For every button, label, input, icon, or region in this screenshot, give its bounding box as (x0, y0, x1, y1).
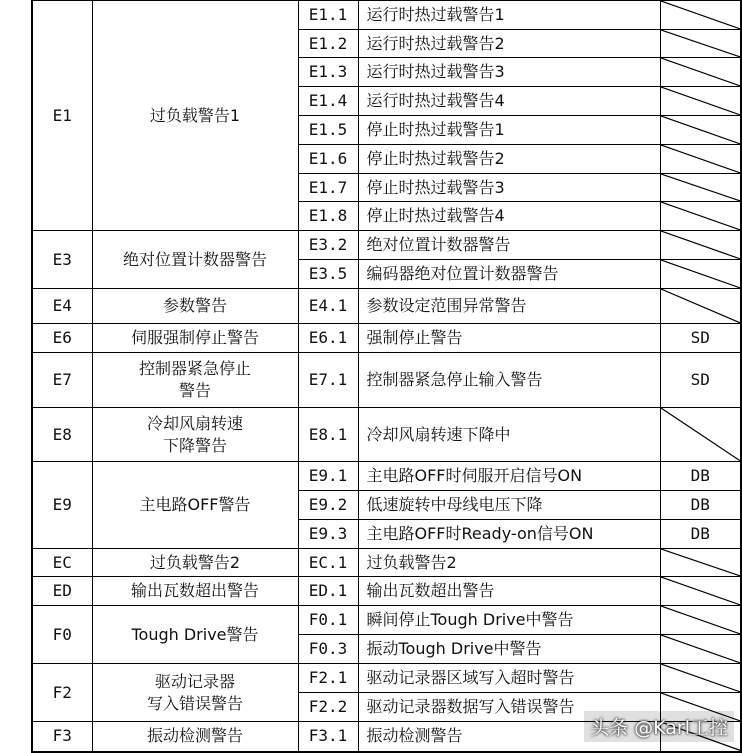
alarm-name-line: 冷却风扇转速 (146, 413, 243, 433)
alarm-name (92, 289, 298, 324)
stop-method (660, 260, 741, 289)
detail-description: 编码器绝对位置计数器警告 (358, 260, 660, 289)
stop-method (660, 145, 741, 174)
stop-method (660, 664, 741, 693)
stop-method: SD (660, 324, 741, 353)
stop-method (660, 408, 741, 462)
detail-code: E9.3 (298, 520, 358, 549)
detail-code: E4.1 (298, 289, 358, 324)
alarm-code: E4 (32, 289, 92, 324)
alarm-code: E8 (32, 408, 92, 462)
alarm-name (92, 462, 298, 549)
stop-method: DB (660, 491, 741, 520)
detail-code: F2.2 (298, 693, 358, 722)
alarm-code: ED (32, 577, 92, 606)
detail-code: E9.2 (298, 491, 358, 520)
diagonal-slash (661, 1, 741, 29)
alarm-code: E1 (32, 1, 92, 231)
stop-method (660, 577, 741, 606)
diagonal-line (661, 30, 741, 57)
table-row (32, 324, 741, 353)
alarm-name (92, 549, 298, 577)
detail-description: 控制器紧急停止输入警告 (358, 353, 660, 408)
alarm-name (92, 606, 298, 664)
diagonal-line (661, 635, 741, 663)
detail-description: 运行时热过载警告3 (358, 58, 660, 87)
alarm-code: EC (32, 549, 92, 577)
detail-code: E9.1 (298, 462, 358, 491)
diagonal-slash (661, 606, 741, 634)
table-row (32, 606, 741, 635)
alarm-name-line: 过负载警告2 (149, 552, 241, 572)
diagonal-line (661, 58, 741, 86)
detail-description: 绝对位置计数器警告 (358, 231, 660, 260)
detail-code: E1.7 (298, 174, 358, 202)
alarm-name-line: 振动检测警告 (146, 726, 243, 746)
alarm-name-line: 绝对位置计数器警告 (122, 249, 267, 269)
alarm-name-line: 输出瓦数超出警告 (130, 581, 259, 600)
alarm-name-line: 警告 (178, 381, 211, 400)
alarm-code: F3 (32, 722, 92, 752)
detail-code: EC.1 (298, 549, 358, 577)
diagonal-slash (661, 145, 741, 173)
detail-description: 振动Tough Drive中警告 (358, 635, 660, 664)
stop-method (660, 289, 741, 324)
stop-method: DB (660, 520, 741, 549)
alarm-code: E7 (32, 353, 92, 408)
detail-description: 低速旋转中母线电压下降 (358, 491, 660, 520)
detail-description: 过负载警告2 (358, 549, 660, 577)
alarm-code: E9 (32, 462, 92, 549)
detail-code: E6.1 (298, 324, 358, 353)
detail-code: E1.6 (298, 145, 358, 174)
detail-code: E1.2 (298, 30, 358, 58)
diagonal-slash (661, 174, 741, 201)
alarm-name (92, 231, 298, 289)
detail-description: 强制停止警告 (358, 324, 660, 353)
table-row (32, 664, 741, 693)
detail-code: F3.1 (298, 722, 358, 752)
alarm-code: E6 (32, 324, 92, 353)
diagonal-slash (661, 577, 741, 605)
alarm-name-line: 伺服强制停止警告 (130, 328, 259, 347)
diagonal-line (661, 289, 741, 323)
diagonal-line (661, 577, 741, 605)
alarm-name (92, 577, 298, 606)
detail-description: 运行时热过载警告2 (358, 30, 660, 58)
detail-code: F2.1 (298, 664, 358, 693)
diagonal-line (661, 260, 741, 288)
detail-code: E1.8 (298, 202, 358, 231)
detail-code: E7.1 (298, 353, 358, 408)
stop-method (660, 174, 741, 202)
alarm-name (92, 353, 298, 408)
alarm-name-line: 下降警告 (162, 435, 227, 455)
diagonal-line (661, 1, 741, 29)
diagonal-line (661, 408, 741, 461)
detail-description: 驱动记录器数据写入错误警告 (358, 693, 660, 722)
detail-description: 停止时热过载警告2 (358, 145, 660, 174)
alarm-name-line: 驱动记录器 (154, 671, 235, 691)
alarm-name-line: 主电路OFF警告 (139, 495, 251, 514)
alarm-name (92, 324, 298, 353)
diagonal-slash (661, 289, 741, 323)
stop-method (660, 549, 741, 577)
diagonal-slash (661, 231, 741, 259)
detail-code: F0.1 (298, 606, 358, 635)
detail-code: E1.5 (298, 116, 358, 145)
diagonal-line (661, 116, 741, 144)
table-row (32, 408, 741, 462)
diagonal-slash (661, 116, 741, 144)
detail-description: 停止时热过载警告4 (358, 202, 660, 231)
alarm-name-line: 参数警告 (162, 296, 227, 315)
alarm-table (31, 0, 742, 753)
detail-description: 瞬间停止Tough Drive中警告 (358, 606, 660, 635)
stop-method: DB (660, 462, 741, 491)
diagonal-line (661, 174, 741, 201)
diagonal-line (661, 549, 741, 576)
diagonal-slash (661, 260, 741, 288)
diagonal-slash (661, 549, 741, 576)
diagonal-slash (661, 408, 741, 461)
table-row (32, 353, 741, 408)
alarm-code: F2 (32, 664, 92, 722)
table-row (32, 289, 741, 324)
stop-method: SD (660, 353, 741, 408)
detail-description: 驱动记录器区域写入超时警告 (358, 664, 660, 693)
alarm-name (92, 1, 298, 231)
stop-method (660, 202, 741, 231)
diagonal-line (661, 87, 741, 115)
alarm-name (92, 664, 298, 722)
alarm-name-line: 控制器紧急停止 (138, 359, 251, 378)
stop-method (660, 87, 741, 116)
stop-method (660, 58, 741, 87)
stop-method (660, 606, 741, 635)
detail-description: 冷却风扇转速下降中 (358, 408, 660, 462)
detail-code: E8.1 (298, 408, 358, 462)
table-row (32, 577, 741, 606)
detail-code: E3.5 (298, 260, 358, 289)
detail-code: E1.3 (298, 58, 358, 87)
alarm-name-line: 过负载警告1 (149, 105, 241, 125)
stop-method (660, 116, 741, 145)
detail-code: ED.1 (298, 577, 358, 606)
alarm-name-line: 写入错误警告 (146, 693, 243, 713)
diagonal-line (661, 606, 741, 634)
watermark: 头条 @Karl工控 (584, 711, 734, 742)
detail-description: 停止时热过载警告3 (358, 174, 660, 202)
table-row (32, 1, 741, 30)
diagonal-line (661, 231, 741, 259)
detail-code: E1.4 (298, 87, 358, 116)
detail-description: 主电路OFF时Ready-on信号ON (358, 520, 660, 549)
diagonal-slash (661, 202, 741, 230)
detail-code: E1.1 (298, 1, 358, 30)
alarm-name (92, 722, 298, 752)
table-row (32, 231, 741, 260)
diagonal-line (661, 145, 741, 173)
diagonal-slash (661, 58, 741, 86)
alarm-name (92, 408, 298, 462)
detail-description: 运行时热过载警告1 (358, 1, 660, 30)
detail-description: 主电路OFF时伺服开启信号ON (358, 462, 660, 491)
stop-method (660, 30, 741, 58)
diagonal-slash (661, 30, 741, 57)
detail-description: 参数设定范围异常警告 (358, 289, 660, 324)
detail-description: 输出瓦数超出警告 (358, 577, 660, 606)
stop-method (660, 231, 741, 260)
alarm-name-line: Tough Drive警告 (131, 624, 259, 644)
alarm-code: E3 (32, 231, 92, 289)
alarm-code: F0 (32, 606, 92, 664)
detail-description: 运行时热过载警告4 (358, 87, 660, 116)
stop-method (660, 1, 741, 30)
detail-code: E3.2 (298, 231, 358, 260)
table-row (32, 549, 741, 577)
stop-method (660, 635, 741, 664)
detail-description: 停止时热过载警告1 (358, 116, 660, 145)
diagonal-line (661, 202, 741, 230)
table-row (32, 462, 741, 491)
diagonal-line (661, 664, 741, 692)
detail-description: 振动检测警告 (358, 722, 660, 752)
diagonal-slash (661, 664, 741, 692)
diagonal-slash (661, 635, 741, 663)
detail-code: F0.3 (298, 635, 358, 664)
diagonal-slash (661, 87, 741, 115)
